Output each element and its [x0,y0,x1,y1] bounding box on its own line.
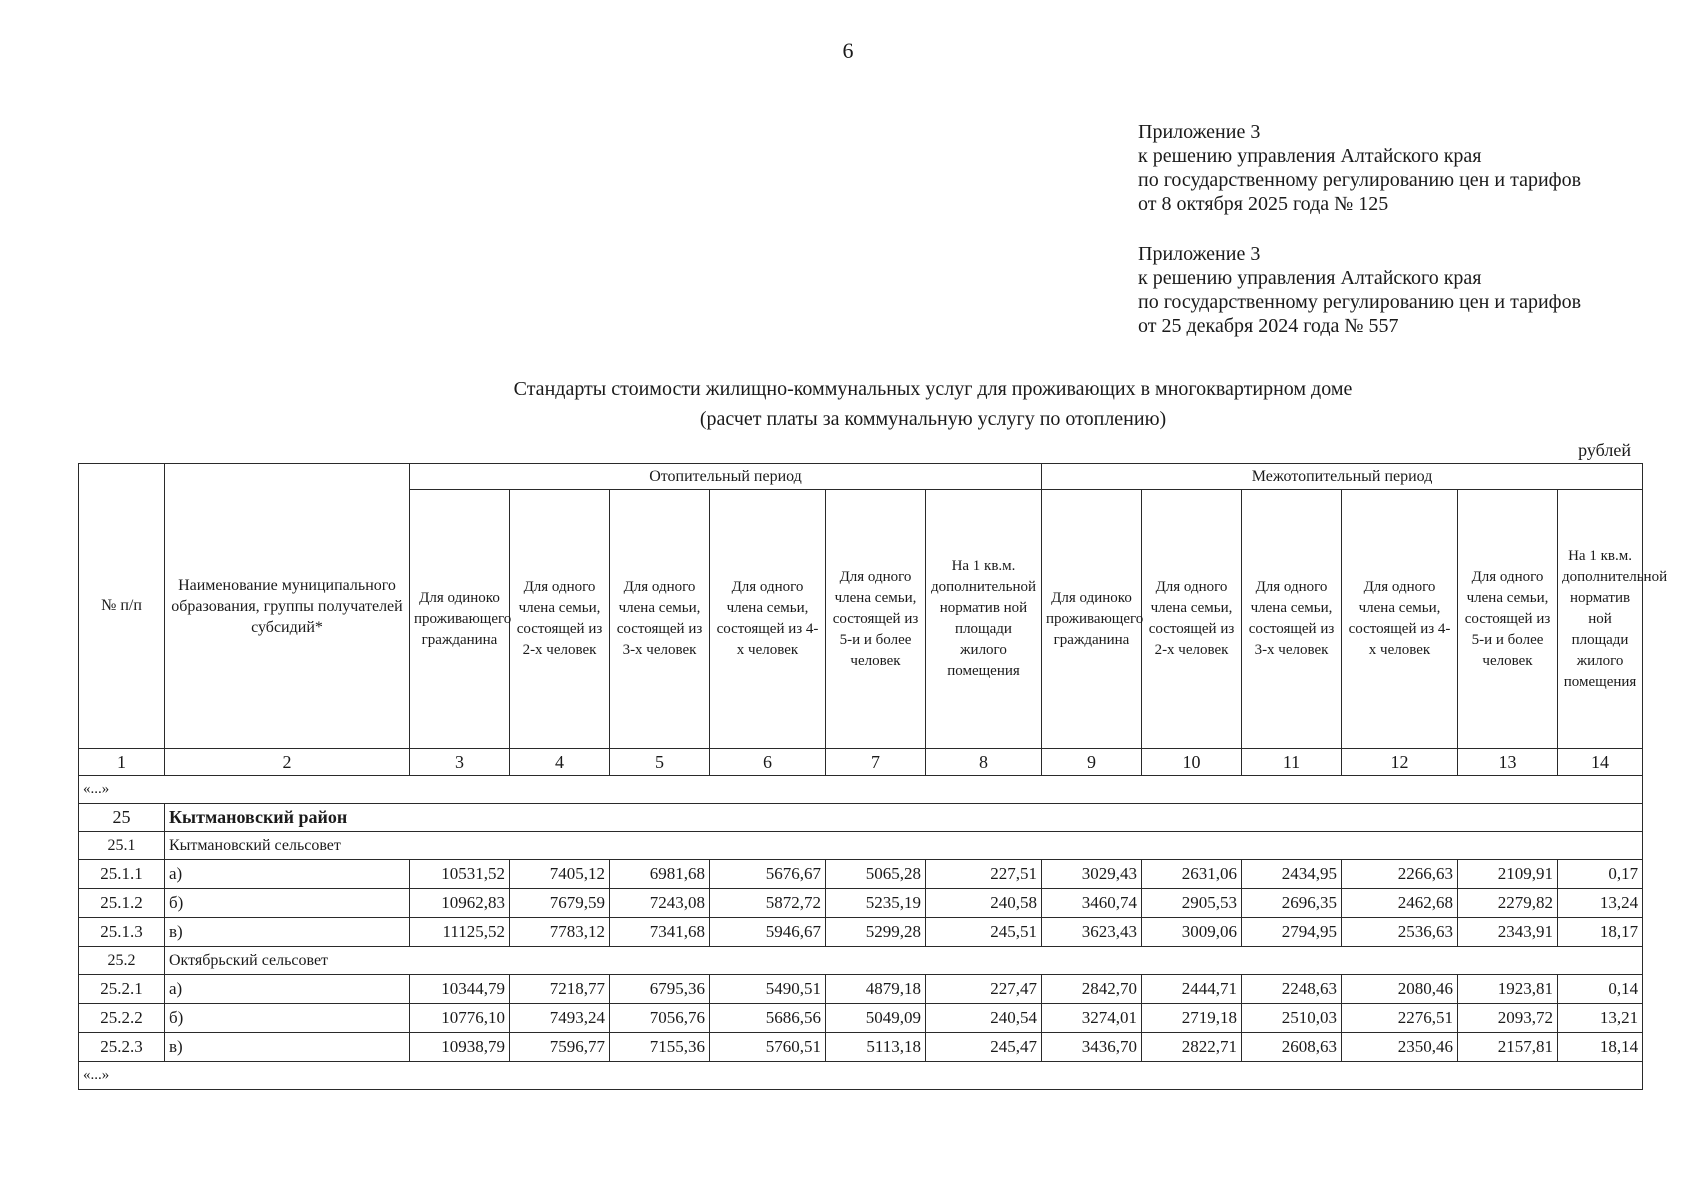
value-cell: 2279,82 [1458,889,1558,918]
value-cell: 5760,51 [710,1033,826,1062]
value-cell: 7783,12 [510,918,610,947]
value-cell: 0,17 [1558,860,1643,889]
row-num: 25.2.1 [79,975,165,1004]
value-cell: 0,14 [1558,975,1643,1004]
value-cell: 7155,36 [610,1033,710,1062]
value-cell: 2109,91 [1458,860,1558,889]
header-nonheating-period: Межотопительный период [1042,464,1643,490]
value-cell: 3029,43 [1042,860,1142,889]
column-number-cell: 12 [1342,749,1458,776]
value-cell: 2822,71 [1142,1033,1242,1062]
value-cell: 2842,70 [1042,975,1142,1004]
header-heating-3: Для одного члена семьи, состоящей из 3-х человек [610,490,710,749]
units-label: рублей [1578,440,1631,460]
value-cell: 240,54 [926,1004,1042,1033]
value-cell: 7243,08 [610,889,710,918]
value-cell: 11125,52 [410,918,510,947]
table-row [79,1004,1643,1033]
value-cell: 18,17 [1558,918,1643,947]
district-num: 25 [79,804,165,832]
value-cell: 2080,46 [1342,975,1458,1004]
ellipsis-cell: «...» [79,1062,1643,1090]
header-name: Наименование муниципального образования, группы получателей субсидий* [165,464,410,749]
appendix-line: к решению управления Алтайского края [1138,145,1482,167]
row-group: а) [165,860,410,889]
value-cell: 7493,24 [510,1004,610,1033]
row-group: в) [165,1033,410,1062]
settlement-row [79,947,1643,975]
value-cell: 245,51 [926,918,1042,947]
column-number-cell: 9 [1042,749,1142,776]
district-row [79,804,1643,832]
district-name: Кытмановский район [165,804,1643,832]
value-cell: 5049,09 [826,1004,926,1033]
value-cell: 2536,63 [1342,918,1458,947]
value-cell: 10776,10 [410,1004,510,1033]
settlement-name: Октябрьский сельсовет [165,947,1643,975]
header-heating-period: Отопительный период [410,464,1042,490]
value-cell: 13,24 [1558,889,1643,918]
value-cell: 2276,51 [1342,1004,1458,1033]
value-cell: 10344,79 [410,975,510,1004]
value-cell: 7056,76 [610,1004,710,1033]
value-cell: 227,51 [926,860,1042,889]
tariff-table [78,463,1668,1090]
value-cell: 5676,67 [710,860,826,889]
header-heating-4: Для одного члена семьи, состоящей из 4-х человек [710,490,826,749]
row-num: 25.2.3 [79,1033,165,1062]
value-cell: 5235,19 [826,889,926,918]
appendix-line: Приложение 3 [1138,243,1261,265]
value-cell: 2719,18 [1142,1004,1242,1033]
title-line: Стандарты стоимости жилищно-коммунальных услуг для проживающих в многоквартирном доме [513,378,1353,400]
column-number-cell: 8 [926,749,1042,776]
column-number-cell: 14 [1558,749,1643,776]
column-numbers-row [79,749,1643,776]
row-num: 25.1.2 [79,889,165,918]
header-heating-single: Для одиноко проживающего гражданина [410,490,510,749]
value-cell: 2248,63 [1242,975,1342,1004]
column-number-cell: 2 [165,749,410,776]
header-nonheating-2: Для одного члена семьи, состоящей из 2-х человек [1142,490,1242,749]
page-number: 6 [842,38,854,63]
settlement-num: 25.1 [79,832,165,860]
value-cell: 2350,46 [1342,1033,1458,1062]
appendix-line: от 8 октября 2025 года № 125 [1138,193,1389,215]
header-nonheating-4: Для одного члена семьи, состоящей из 4-х человек [1342,490,1458,749]
appendix-current [1138,120,1581,216]
column-number-cell: 11 [1242,749,1342,776]
value-cell: 240,58 [926,889,1042,918]
value-cell: 2434,95 [1242,860,1342,889]
value-cell: 2343,91 [1458,918,1558,947]
value-cell: 5065,28 [826,860,926,889]
header-nonheating-per-sqm: На 1 кв.м. дополнительной норматив ной площади жилого помещения [1558,490,1643,749]
row-num: 25.1.1 [79,860,165,889]
value-cell: 5490,51 [710,975,826,1004]
value-cell: 7405,12 [510,860,610,889]
value-cell: 5299,28 [826,918,926,947]
column-number-cell: 3 [410,749,510,776]
value-cell: 1923,81 [1458,975,1558,1004]
value-cell: 3436,70 [1042,1033,1142,1062]
table-row [79,889,1643,918]
value-cell: 10531,52 [410,860,510,889]
value-cell: 5946,67 [710,918,826,947]
row-group: а) [165,975,410,1004]
column-number-cell: 1 [79,749,165,776]
row-num: 25.2.2 [79,1004,165,1033]
value-cell: 5686,56 [710,1004,826,1033]
value-cell: 6981,68 [610,860,710,889]
row-group: б) [165,889,410,918]
value-cell: 13,21 [1558,1004,1643,1033]
value-cell: 2462,68 [1342,889,1458,918]
column-number-cell: 4 [510,749,610,776]
value-cell: 2608,63 [1242,1033,1342,1062]
value-cell: 245,47 [926,1033,1042,1062]
value-cell: 7679,59 [510,889,610,918]
header-nonheating-single: Для одиноко проживающего гражданина [1042,490,1142,749]
value-cell: 6795,36 [610,975,710,1004]
value-cell: 7218,77 [510,975,610,1004]
table-row [79,975,1643,1004]
ellipsis-row [79,776,1643,804]
row-group: б) [165,1004,410,1033]
value-cell: 2631,06 [1142,860,1242,889]
value-cell: 3009,06 [1142,918,1242,947]
column-number-cell: 6 [710,749,826,776]
value-cell: 2905,53 [1142,889,1242,918]
column-number-cell: 5 [610,749,710,776]
table-row [79,918,1643,947]
appendix-line: по государственному регулированию цен и тарифов [1138,291,1582,313]
value-cell: 2093,72 [1458,1004,1558,1033]
value-cell: 3274,01 [1042,1004,1142,1033]
document-title [0,374,1696,434]
table-row [79,1033,1643,1062]
value-cell: 2157,81 [1458,1033,1558,1062]
row-group: в) [165,918,410,947]
column-number-cell: 7 [826,749,926,776]
appendix-line: Приложение 3 [1138,121,1261,143]
settlement-name: Кытмановский сельсовет [165,832,1643,860]
value-cell: 2510,03 [1242,1004,1342,1033]
settlement-num: 25.2 [79,947,165,975]
column-number-cell: 10 [1142,749,1242,776]
header-heating-per-sqm: На 1 кв.м. дополнительной норматив ной площади жилого помещения [926,490,1042,749]
ellipsis-cell: «...» [79,776,1643,804]
value-cell: 227,47 [926,975,1042,1004]
value-cell: 3460,74 [1042,889,1142,918]
header-heating-2: Для одного члена семьи, состоящей из 2-х человек [510,490,610,749]
row-num: 25.1.3 [79,918,165,947]
appendix-line: от 25 декабря 2024 года № 557 [1138,315,1399,337]
column-number-cell: 13 [1458,749,1558,776]
value-cell: 2794,95 [1242,918,1342,947]
value-cell: 4879,18 [826,975,926,1004]
table-row [79,860,1643,889]
header-num: № п/п [79,464,165,749]
appendix-previous [1138,242,1581,338]
value-cell: 5113,18 [826,1033,926,1062]
value-cell: 10962,83 [410,889,510,918]
header-nonheating-3: Для одного члена семьи, состоящей из 3-х человек [1242,490,1342,749]
settlement-row [79,832,1643,860]
ellipsis-row-end [79,1062,1643,1090]
value-cell: 7341,68 [610,918,710,947]
value-cell: 5872,72 [710,889,826,918]
value-cell: 10938,79 [410,1033,510,1062]
value-cell: 18,14 [1558,1033,1643,1062]
value-cell: 2444,71 [1142,975,1242,1004]
value-cell: 2696,35 [1242,889,1342,918]
value-cell: 2266,63 [1342,860,1458,889]
appendix-line: к решению управления Алтайского края [1138,267,1482,289]
subtitle-line: (расчет платы за коммунальную услугу по отоплению) [699,408,1167,430]
appendix-line: по государственному регулированию цен и тарифов [1138,169,1582,191]
value-cell: 3623,43 [1042,918,1142,947]
value-cell: 7596,77 [510,1033,610,1062]
header-heating-5plus: Для одного члена семьи, состоящей из 5-и и более человек [826,490,926,749]
header-nonheating-5plus: Для одного члена семьи, состоящей из 5-и и более человек [1458,490,1558,749]
